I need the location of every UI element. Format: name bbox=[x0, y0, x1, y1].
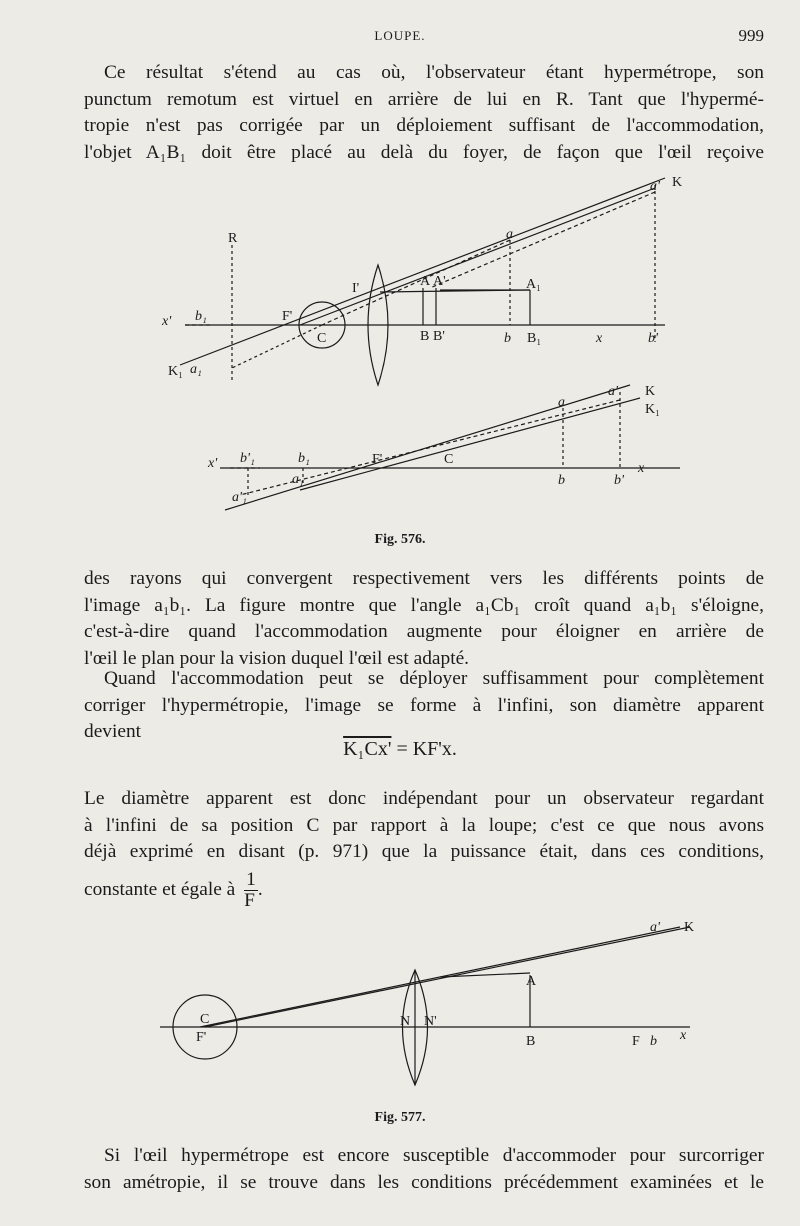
label-K: K bbox=[672, 175, 683, 190]
label-F-prime: F' bbox=[196, 1030, 207, 1045]
text-line: c'est-à-dire quand l'accommodation augmente pour éloigner en arrière de bbox=[84, 621, 764, 642]
text-line-content: constante et égale à bbox=[84, 878, 236, 900]
text-line: Ce résultat s'étend au cas où, l'observateur étant hypermétrope, son bbox=[104, 62, 764, 83]
label-F: F bbox=[632, 1034, 640, 1049]
text-line: Le diamètre apparent est donc indépendant pour un observateur regardant bbox=[84, 788, 764, 809]
label-a-prime: a' bbox=[650, 920, 660, 935]
label-lower-a1: a₁ bbox=[292, 472, 304, 487]
label-B-prime: B' bbox=[433, 329, 445, 344]
label-C: C bbox=[317, 331, 327, 346]
text-line: l'œil le plan pour la vision duquel l'œil est adapté. bbox=[84, 647, 470, 669]
label-lower-b: b bbox=[558, 473, 565, 488]
label-I-prime: I' bbox=[352, 281, 360, 296]
label-lower-K: K bbox=[645, 384, 656, 399]
text-line: des rayons qui convergent respectivement vers les différents points de bbox=[84, 568, 764, 589]
label-x: x bbox=[596, 331, 603, 346]
fraction-denominator: F bbox=[244, 889, 255, 911]
page-number: 999 bbox=[738, 26, 764, 45]
label-lower-x: x bbox=[638, 461, 645, 476]
label-N-prime: N' bbox=[424, 1014, 437, 1029]
label-F-prime: F' bbox=[282, 309, 293, 324]
label-a-prime: a' bbox=[650, 179, 660, 194]
running-title: LOUPE. bbox=[374, 28, 426, 43]
label-A1: A₁ bbox=[526, 277, 541, 292]
paragraph-1 bbox=[84, 60, 764, 166]
figure-576-caption: Fig. 576. bbox=[374, 532, 426, 547]
label-C: C bbox=[200, 1012, 210, 1027]
label-R: R bbox=[228, 231, 238, 246]
label-a1: a₁ bbox=[190, 362, 202, 377]
text-line: tropie n'est pas corrigée par un déploiement suffisant de l'accommodation, bbox=[84, 115, 764, 136]
figure-577-caption: Fig. 577. bbox=[374, 1110, 426, 1125]
label-lower-K1: K₁ bbox=[645, 402, 660, 417]
label-x: x bbox=[680, 1028, 687, 1043]
label-lower-x-prime: x' bbox=[208, 456, 218, 471]
text-line: devient bbox=[84, 721, 142, 742]
label-b1: b₁ bbox=[195, 309, 207, 324]
text-line: l'image a₁b₁. La figure montre que l'angle a₁Cb₁ croît quand a₁b₁ s'éloigne, bbox=[84, 594, 764, 616]
paragraph-3 bbox=[84, 666, 764, 746]
label-lower-F-prime: F' bbox=[372, 452, 383, 467]
label-K: K bbox=[684, 920, 695, 935]
paragraph-2 bbox=[84, 566, 764, 672]
label-b-prime: b' bbox=[648, 331, 658, 346]
label-N: N bbox=[400, 1014, 411, 1029]
fraction bbox=[244, 870, 258, 911]
label-A: A bbox=[420, 274, 431, 289]
label-b: b bbox=[650, 1034, 657, 1049]
equation-rhs: = KF'x. bbox=[396, 738, 457, 760]
page-header bbox=[0, 26, 800, 50]
equation bbox=[0, 738, 800, 761]
fraction-numerator: 1 bbox=[246, 868, 256, 890]
equation-lhs: K₁Cx' bbox=[343, 738, 392, 760]
label-B1: B₁ bbox=[527, 331, 542, 346]
label-lower-C: C bbox=[444, 452, 454, 467]
label-lower-a-prime: a' bbox=[608, 384, 618, 399]
figure-577 bbox=[0, 915, 800, 1105]
label-a: a bbox=[506, 227, 513, 242]
label-K1: K₁ bbox=[168, 364, 183, 379]
text-line: punctum remotum est virtuel en arrière de lui en R. Tant que l'hypermé- bbox=[84, 88, 764, 110]
text-line: à l'infini de sa position C par rapport à la loupe; c'est ce que nous avons bbox=[84, 814, 764, 836]
paragraph-5 bbox=[84, 1143, 764, 1196]
paragraph-4 bbox=[84, 786, 764, 911]
text-line: Quand l'accommodation peut se déployer suffisamment pour complètement bbox=[104, 668, 764, 689]
label-b: b bbox=[504, 331, 511, 346]
label-lower-b-prime-left: b'₁ bbox=[240, 451, 255, 466]
label-A: A bbox=[526, 974, 537, 989]
figure-576 bbox=[0, 170, 800, 530]
label-B: B bbox=[526, 1034, 536, 1049]
label-A-prime: A' bbox=[433, 274, 446, 289]
text-line: Si l'œil hypermétrope est encore susceptible d'accommoder pour surcorriger bbox=[104, 1145, 764, 1166]
label-x-prime: x' bbox=[162, 314, 172, 329]
text-line: déjà exprimé en disant (p. 971) que la puissance était, dans ces conditions, bbox=[84, 841, 764, 862]
label-lower-b1: b₁ bbox=[298, 451, 310, 466]
label-lower-a: a bbox=[558, 395, 565, 410]
text-line: corriger l'hypermétropie, l'image se forme à l'infini, son diamètre apparent bbox=[84, 694, 764, 716]
text-line: son amétropie, il se trouve dans les conditions précédemment examinées et le bbox=[84, 1171, 764, 1193]
text-line: l'objet A₁B₁ doit être placé au delà du foyer, de façon que l'œil reçoive bbox=[84, 141, 764, 163]
figure-576-diagram bbox=[0, 170, 800, 530]
figure-577-diagram bbox=[0, 915, 800, 1105]
label-B: B bbox=[420, 329, 430, 344]
label-lower-b-prime: b' bbox=[614, 473, 624, 488]
ray-lower-1 bbox=[225, 385, 630, 510]
text-line bbox=[84, 870, 764, 911]
label-lower-a-prime1: a'₁ bbox=[232, 490, 247, 505]
fraction-period: . bbox=[257, 878, 263, 900]
